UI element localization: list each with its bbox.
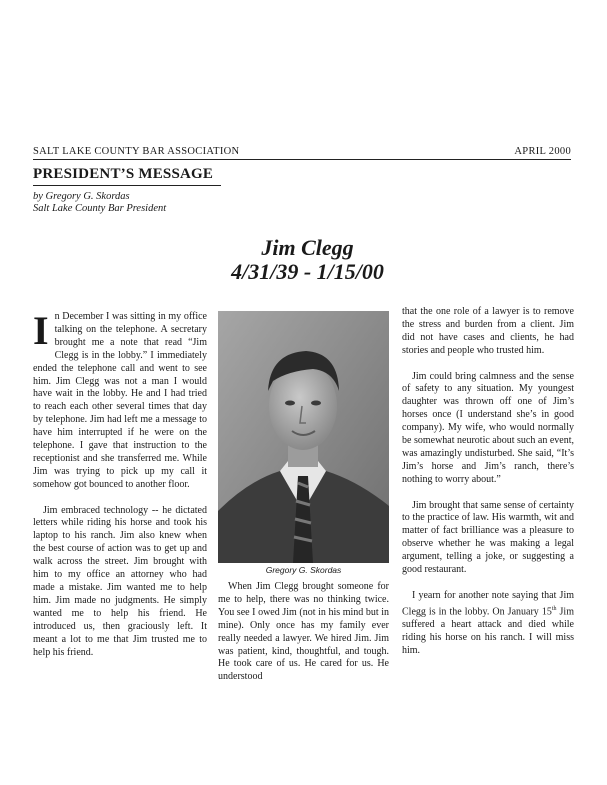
photo-caption: Gregory G. Skordas <box>265 565 342 575</box>
column-3 <box>402 306 574 671</box>
paragraph: Jim embraced technology -- he dictated letters while riding his horse and took his laptop to his ranch. Jim also knew when the best course of action was to get up and walk across the street. Jim brought with him to my office an attorney who had made a mistake. Jim wanted me to help him. Jim made no judgments. He simply wanted me to help his friend. He introduced us, then graciously left. It meant a lot to me that Jim trusted me to help his friend. <box>33 504 207 658</box>
paragraph-text: I yearn for another note saying that Jim Clegg is in the lobby. On January 15 <box>402 589 574 618</box>
paragraph-text: n December I was sitting in my office talking on the telephone. A secretary brought me a note that read “Jim Clegg is in the lobby.” I immediately ended the telephone call and went to see him. Jim Clegg was not a man I would have wait in the lobby. He and I had tried to reach each other several times that day by telephone. Jim had left me a message to have him interrupted if he were on the telephone. I gave that instruction to the receptionist and she transferred me. While Jim was trying to pick up my call it somehow got bounced to another floor. <box>33 311 207 490</box>
portrait-photo <box>218 311 389 563</box>
page-header <box>33 146 571 160</box>
superscript: th <box>551 605 557 612</box>
byline-author: by Gregory G. Skordas <box>33 191 130 202</box>
paragraph <box>402 590 574 658</box>
issue-date: APRIL 2000 <box>514 146 571 157</box>
paragraph: that the one role of a lawyer is to remove the stress and burden from a client. Jim did not have cases and clients, he had stories and people who trusted him. <box>402 306 574 356</box>
article-title <box>180 236 435 284</box>
paragraph <box>33 308 207 492</box>
section-title: PRESIDENT’S MESSAGE <box>33 166 221 186</box>
column-1 <box>33 308 207 672</box>
organization-name: SALT LAKE COUNTY BAR ASSOCIATION <box>33 146 240 157</box>
paragraph-text: Jim suffered a heart attack and died while riding his horse on his ranch. I will miss him. <box>402 606 574 656</box>
paragraph: Jim brought that same sense of certainty to the practice of law. His warmth, wit and matter of fact brilliance was a pleasure to observe whether he was making a legal argument, telling a joke, or suggesting a good restaurant. <box>402 499 574 576</box>
paragraph: Jim could bring calmness and the sense of safety to any situation. My youngest daughter was thrown off one of Jim’s horses once (I understand she’s in good company). My wife, who would normally be somewhat neurotic about such an event, was amazingly undisturbed. She said, “It’s Jim’s horse and Jim’s ranch, there’s nothing to worry about.” <box>402 370 574 485</box>
drop-cap: I <box>33 308 49 353</box>
column-2 <box>218 581 389 697</box>
article-title-dates: 4/31/39 - 1/15/00 <box>231 259 384 284</box>
byline <box>33 191 166 215</box>
portrait-illustration <box>218 311 389 563</box>
article-title-name: Jim Clegg <box>261 235 354 260</box>
paragraph: When Jim Clegg brought someone for me to help, there was no thinking twice. You see I owed Jim (not in his mind but in mine). Only once has my family ever really needed a lawyer. We hired Jim. Jim was patient, kind, thoughtful, and tough. He took care of us. He cared for us. He understood <box>218 581 389 683</box>
byline-role: Salt Lake County Bar President <box>33 203 167 214</box>
